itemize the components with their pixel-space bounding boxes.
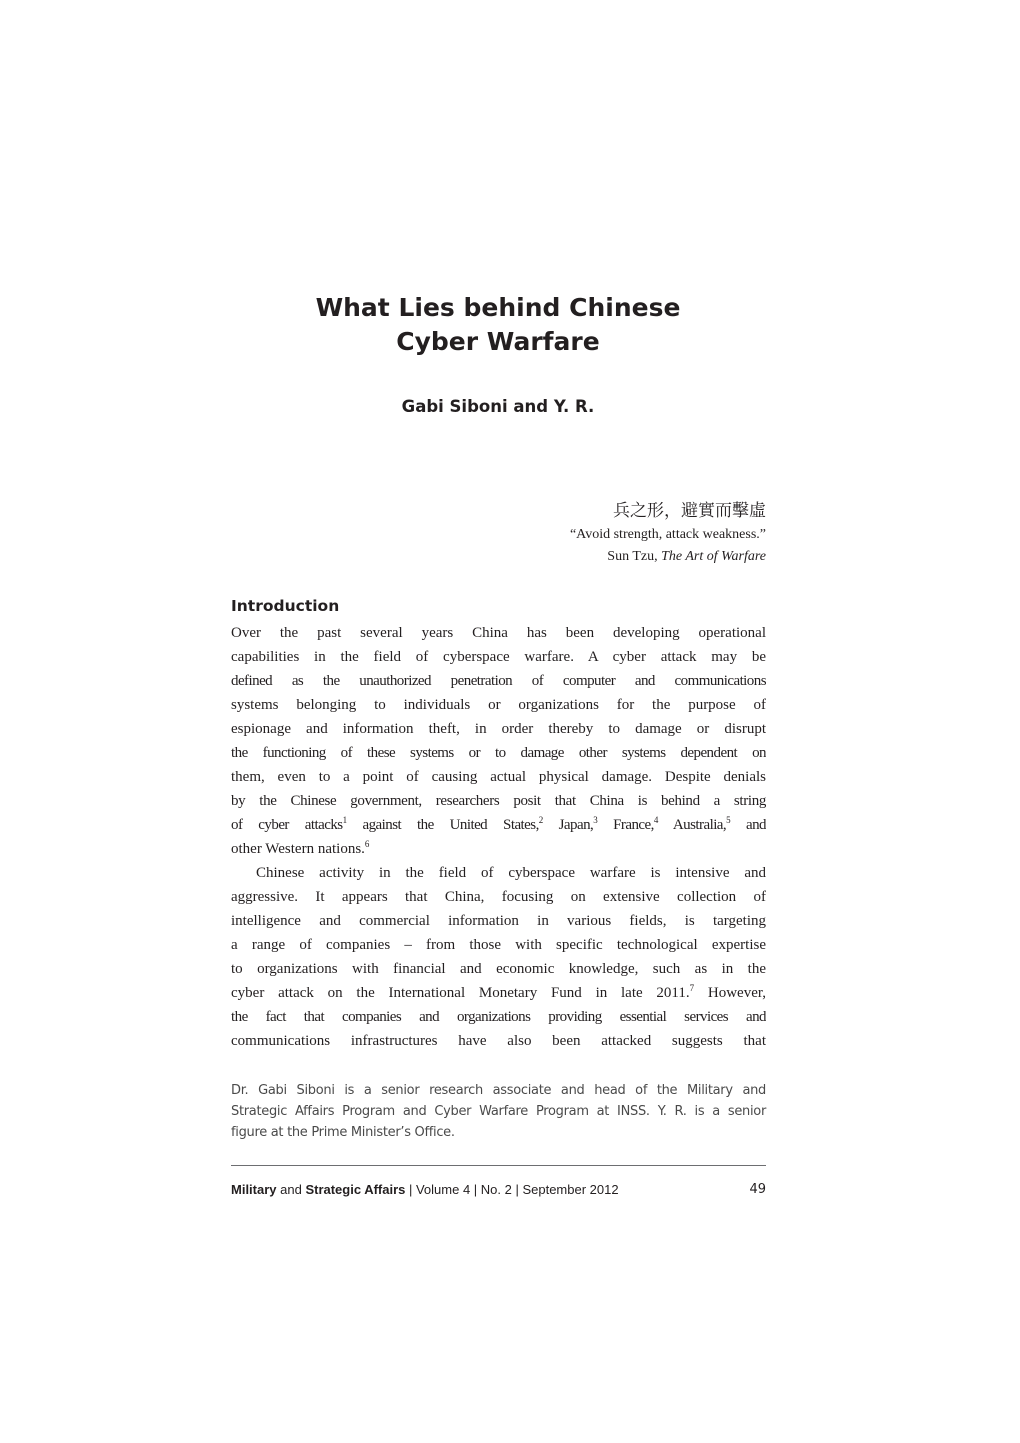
epigraph-chinese: 兵之形，避實而擊虛	[613, 501, 766, 521]
body-line: the fact that companies and organizations providing essential services and	[231, 1009, 766, 1025]
footnote-ref-2[interactable]: 2	[538, 815, 543, 825]
body-line: the functioning of these systems or to damage other systems dependent on	[231, 745, 766, 761]
body-line: espionage and information theft, in order thereby to damage or disrupt	[231, 721, 766, 737]
paragraph-end-text: other Western nations.	[231, 841, 365, 857]
page-number: 49	[749, 1182, 766, 1197]
body-line: defined as the unauthorized penetration of computer and communications	[231, 673, 766, 689]
citation-text: of cyber attacks	[231, 817, 343, 833]
journal-name-and: and	[276, 1182, 306, 1197]
footnote-ref-5[interactable]: 5	[726, 815, 731, 825]
body-line: communications infrastructures have also been attacked suggests that	[231, 1033, 766, 1049]
section-heading: Introduction	[231, 597, 340, 615]
article-title	[230, 291, 766, 359]
footnote-ref-3[interactable]: 3	[593, 815, 598, 825]
body-line: them, even to a point of causing actual physical damage. Despite denials	[231, 769, 766, 785]
body-line: systems belonging to individuals or organizations for the purpose of	[231, 697, 766, 713]
journal-citation	[231, 1182, 619, 1197]
body-line: intelligence and commercial information in various fields, is targeting	[231, 913, 766, 929]
citation-text: France,	[597, 817, 654, 833]
body-line-paragraph-end	[231, 837, 766, 861]
title-line-1: What Lies behind Chinese	[315, 293, 681, 322]
journal-issue: | Volume 4 | No. 2 | September 2012	[405, 1182, 619, 1197]
footnote-line: Strategic Affairs Program and Cyber Warfare Program at INSS. Y. R. is a senior	[231, 1104, 766, 1119]
footer-divider	[231, 1165, 766, 1166]
body-line: aggressive. It appears that China, focusing on extensive collection of	[231, 889, 766, 905]
footnote-line: figure at the Prime Minister’s Office.	[231, 1125, 455, 1140]
footnote-ref-1[interactable]: 1	[342, 815, 347, 825]
imf-text: cyber attack on the International Monetary Fund in late 2011.	[231, 985, 690, 1001]
epigraph	[400, 498, 766, 568]
epigraph-source: The Art of Warfare	[661, 549, 766, 564]
citation-text: Japan,	[542, 817, 594, 833]
journal-name-part2: Strategic Affairs	[305, 1182, 406, 1197]
body-line-citations	[231, 813, 766, 837]
citation-text: Australia,	[657, 817, 727, 833]
footnote-ref-7[interactable]: 7	[689, 983, 695, 993]
imf-text-after: However,	[694, 985, 766, 1001]
author-footnote	[231, 1080, 766, 1143]
footnote-ref-4[interactable]: 4	[653, 815, 658, 825]
footnote-line: Dr. Gabi Siboni is a senior research associate and head of the Military and	[231, 1083, 766, 1098]
epigraph-author: Sun Tzu,	[607, 549, 658, 564]
body-line: a range of companies – from those with specific technological expertise	[231, 937, 766, 953]
citation-text: and	[730, 817, 766, 833]
body-line: Over the past several years China has been developing operational	[231, 625, 766, 641]
epigraph-translation: “Avoid strength, attack weakness.”	[569, 527, 766, 542]
journal-name-part1: Military	[231, 1182, 277, 1197]
footnote-ref-6[interactable]: 6	[364, 839, 370, 849]
body-line: Chinese activity in the field of cyberspace warfare is intensive and	[256, 865, 766, 881]
body-line-imf	[231, 981, 766, 1005]
article-authors: Gabi Siboni and Y. R.	[401, 397, 595, 416]
citation-text: against the United States,	[346, 817, 539, 833]
body-line: by the Chinese government, researchers posit that China is behind a string	[231, 793, 766, 809]
body-line: to organizations with financial and economic knowledge, such as in the	[231, 961, 766, 977]
body-line: capabilities in the field of cyberspace warfare. A cyber attack may be	[231, 649, 766, 665]
epigraph-attribution	[400, 546, 766, 568]
title-line-2: Cyber Warfare	[396, 327, 600, 356]
article-body	[231, 621, 766, 1053]
